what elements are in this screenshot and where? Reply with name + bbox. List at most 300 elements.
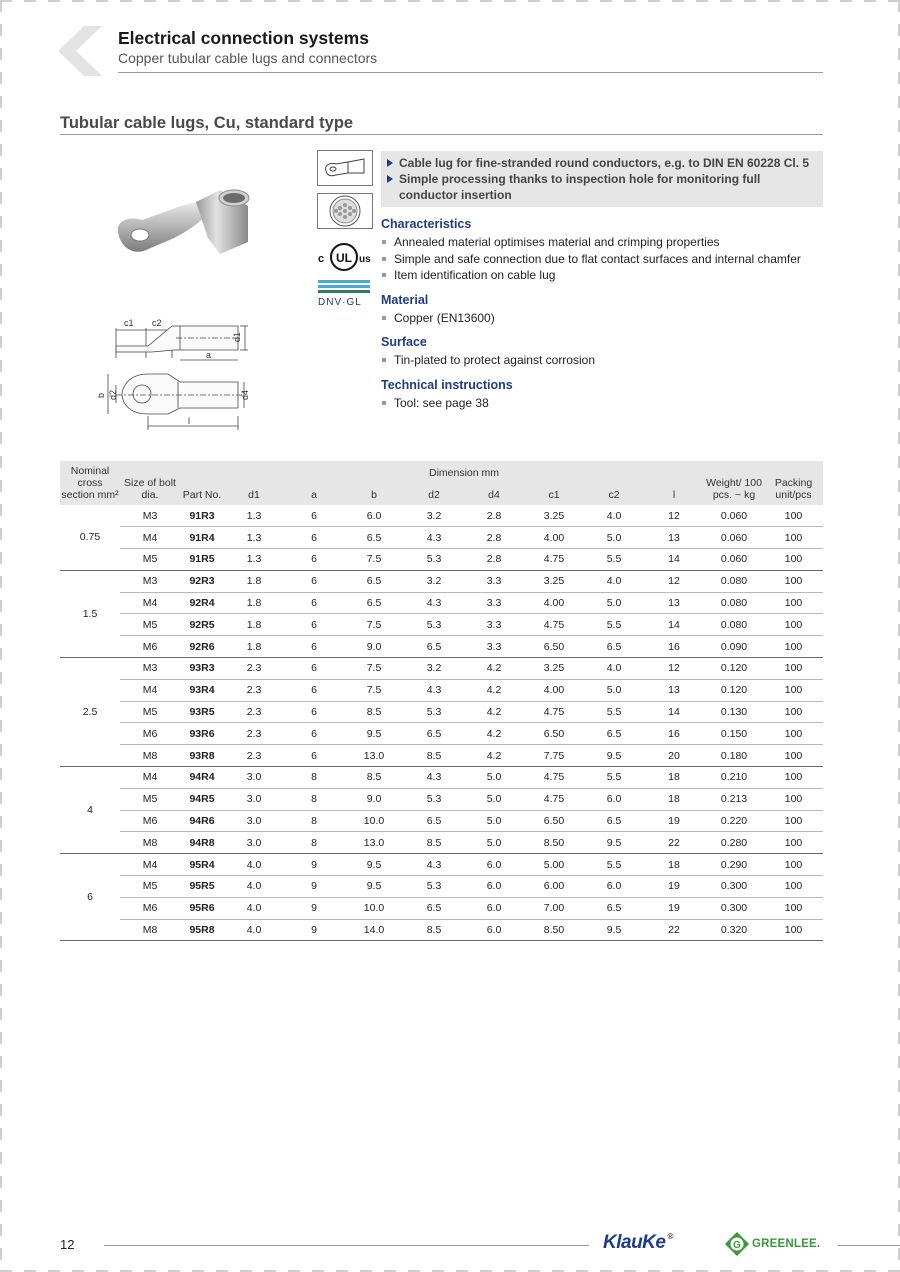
table-cell: 7.5 [344, 614, 404, 636]
table-cell: 2.3 [224, 723, 284, 745]
table-cell: 9 [284, 897, 344, 919]
part-number-cell: 92R4 [180, 592, 224, 614]
table-cell: M5 [120, 549, 180, 571]
table-cell: M3 [120, 505, 180, 527]
page-header-subtitle: Copper tubular cable lugs and connectors [118, 50, 378, 66]
table-cell: 5.00 [524, 854, 584, 876]
table-cell: 1.8 [224, 636, 284, 658]
klauke-logo-text: KlauKe [603, 1232, 666, 1253]
header-a: a [284, 485, 344, 505]
part-number-cell: 95R5 [180, 876, 224, 898]
cable-lug-photo [110, 180, 260, 270]
table-cell: 9.5 [344, 854, 404, 876]
table-cell: 19 [644, 897, 704, 919]
table-cell: 3.2 [404, 505, 464, 527]
cul-us-certification-icon [315, 241, 375, 273]
table-cell: 6 [284, 636, 344, 658]
table-row [60, 854, 823, 876]
table-cell: 9.5 [584, 832, 644, 854]
table-cell: 8 [284, 810, 344, 832]
header-packing: Packing unit/pcs [764, 461, 823, 505]
table-cell: 2.8 [464, 505, 524, 527]
table-cell: 4.75 [524, 549, 584, 571]
table-cell: 5.3 [404, 614, 464, 636]
table-cell: 14 [644, 549, 704, 571]
table-cell: 6.5 [584, 897, 644, 919]
technical-instructions-section [381, 378, 823, 412]
part-number-cell: 91R3 [180, 505, 224, 527]
table-row [60, 701, 823, 723]
table-cell: 0.090 [704, 636, 764, 658]
header-part-no: Part No. [180, 461, 224, 505]
table-cell: 7.00 [524, 897, 584, 919]
table-cell: 9 [284, 876, 344, 898]
table-cell: M4 [120, 592, 180, 614]
table-cell: 4.75 [524, 788, 584, 810]
dim-d2-label: d2 [108, 389, 118, 400]
table-cell: 9 [284, 919, 344, 941]
characteristics-heading: Characteristics [381, 217, 472, 231]
part-number-cell: 91R4 [180, 527, 224, 549]
table-cell: 8 [284, 767, 344, 789]
table-cell: 6 [284, 527, 344, 549]
table-cell: 2.8 [464, 527, 524, 549]
table-cell: 7.5 [344, 549, 404, 571]
table-cell: 100 [764, 614, 823, 636]
table-cell: 1.8 [224, 570, 284, 592]
table-cell: 0.120 [704, 679, 764, 701]
dnv-label: DNV·GL [318, 297, 362, 308]
table-cell: M6 [120, 897, 180, 919]
table-cell: 100 [764, 592, 823, 614]
table-cell: 100 [764, 679, 823, 701]
table-cell: 4.3 [404, 767, 464, 789]
table-cell: 8.5 [344, 767, 404, 789]
table-cell: 100 [764, 636, 823, 658]
part-number-cell: 95R4 [180, 854, 224, 876]
table-cell: 9.5 [344, 876, 404, 898]
table-cell: 6.50 [524, 636, 584, 658]
table-cell: 3.3 [464, 636, 524, 658]
table-cell: 8 [284, 832, 344, 854]
table-cell: 9.5 [584, 745, 644, 767]
table-cell: 0.060 [704, 527, 764, 549]
table-cell: 3.0 [224, 832, 284, 854]
header-divider [118, 72, 823, 73]
table-cell: 100 [764, 876, 823, 898]
table-cell: 6.5 [404, 810, 464, 832]
table-cell: M3 [120, 658, 180, 680]
table-cell: 100 [764, 810, 823, 832]
table-cell: M5 [120, 614, 180, 636]
table-cell: 6 [284, 658, 344, 680]
top-view-drawing [92, 368, 252, 438]
part-number-cell: 95R6 [180, 897, 224, 919]
table-cell: 18 [644, 767, 704, 789]
table-cell: 6.5 [584, 810, 644, 832]
table-cell: 6 [284, 549, 344, 571]
table-row [60, 832, 823, 854]
table-cell: 3.0 [224, 810, 284, 832]
table-row [60, 723, 823, 745]
list-item: Tool: see page 38 [381, 395, 823, 412]
table-cell: 9.0 [344, 636, 404, 658]
table-cell: 3.2 [404, 570, 464, 592]
table-cell: 4.00 [524, 592, 584, 614]
highlights-box [381, 151, 823, 207]
material-heading: Material [381, 292, 429, 307]
cross-section-cell: 1.5 [60, 570, 120, 657]
table-cell: 5.5 [584, 701, 644, 723]
table-cell: 3.0 [224, 788, 284, 810]
part-number-cell: 94R8 [180, 832, 224, 854]
table-cell: 7.5 [344, 679, 404, 701]
table-cell: 16 [644, 636, 704, 658]
table-row [60, 527, 823, 549]
table-cell: 6.0 [464, 876, 524, 898]
table-cell: 6.5 [404, 897, 464, 919]
table-cell: 3.25 [524, 658, 584, 680]
table-cell: 0.300 [704, 897, 764, 919]
table-row [60, 679, 823, 701]
table-cell: 6.0 [584, 876, 644, 898]
part-number-cell: 93R4 [180, 679, 224, 701]
table-cell: M3 [120, 570, 180, 592]
header-b: b [344, 485, 404, 505]
table-cell: M6 [120, 723, 180, 745]
table-cell: 0.213 [704, 788, 764, 810]
table-cell: 4.2 [464, 701, 524, 723]
table-row [60, 592, 823, 614]
part-number-cell: 92R6 [180, 636, 224, 658]
table-cell: 10.0 [344, 897, 404, 919]
page-header-title: Electrical connection systems [118, 28, 369, 48]
table-cell: 16 [644, 723, 704, 745]
footer-divider [104, 1245, 589, 1246]
table-cell: M4 [120, 527, 180, 549]
header-d4: d4 [464, 485, 524, 505]
table-cell: 0.120 [704, 658, 764, 680]
table-cell: 0.180 [704, 745, 764, 767]
table-cell: 1.3 [224, 549, 284, 571]
table-cell: 18 [644, 854, 704, 876]
table-cell: 1.3 [224, 527, 284, 549]
part-number-cell: 94R6 [180, 810, 224, 832]
table-cell: 9.0 [344, 788, 404, 810]
dim-l-label: l [188, 416, 190, 426]
part-number-cell: 94R4 [180, 767, 224, 789]
table-cell: 5.3 [404, 876, 464, 898]
highlight-item: Simple processing thanks to inspection hole for monitoring full conductor insertion [387, 171, 817, 203]
table-cell: 100 [764, 832, 823, 854]
table-cell: 4.0 [224, 919, 284, 941]
table-cell: 1.8 [224, 614, 284, 636]
table-row [60, 919, 823, 941]
list-item: Annealed material optimises material and crimping properties [381, 234, 823, 251]
table-row [60, 505, 823, 527]
dim-c1-label: c1 [124, 318, 134, 328]
table-cell: 100 [764, 701, 823, 723]
table-cell: 9 [284, 854, 344, 876]
ul-c-label: c [318, 253, 325, 265]
table-cell: M5 [120, 876, 180, 898]
table-cell: 3.25 [524, 570, 584, 592]
table-cell: 5.3 [404, 549, 464, 571]
table-cell: M8 [120, 745, 180, 767]
table-cell: 8.5 [344, 701, 404, 723]
table-cell: 20 [644, 745, 704, 767]
part-number-cell: 91R5 [180, 549, 224, 571]
table-cell: 2.3 [224, 745, 284, 767]
table-cell: M5 [120, 701, 180, 723]
cross-section-cell: 0.75 [60, 505, 120, 570]
table-cell: 100 [764, 527, 823, 549]
side-view-drawing [112, 316, 252, 366]
table-cell: 3.3 [464, 592, 524, 614]
table-cell: 0.060 [704, 549, 764, 571]
table-cell: M8 [120, 832, 180, 854]
table-cell: 0.300 [704, 876, 764, 898]
table-cell: 6 [284, 570, 344, 592]
table-cell: 7.75 [524, 745, 584, 767]
table-cell: 0.060 [704, 505, 764, 527]
dim-d4-label: d4 [240, 389, 250, 400]
part-number-cell: 93R6 [180, 723, 224, 745]
table-cell: 4.0 [224, 876, 284, 898]
list-item: Item identification on cable lug [381, 267, 823, 284]
table-cell: 6 [284, 592, 344, 614]
table-cell: 0.220 [704, 810, 764, 832]
table-cell: M4 [120, 679, 180, 701]
table-cell: 5.3 [404, 701, 464, 723]
table-cell: 6.50 [524, 723, 584, 745]
surface-section [381, 335, 823, 369]
table-cell: 8 [284, 788, 344, 810]
table-cell: 18 [644, 788, 704, 810]
dim-a-label: a [206, 350, 212, 360]
header-l: l [644, 485, 704, 505]
table-cell: 6 [284, 679, 344, 701]
table-cell: 100 [764, 767, 823, 789]
section-divider [60, 134, 823, 135]
section-title: Tubular cable lugs, Cu, standard type [60, 114, 354, 132]
table-cell: 5.0 [464, 832, 524, 854]
table-cell: M6 [120, 636, 180, 658]
table-cell: 1.8 [224, 592, 284, 614]
header-dimension: Dimension mm [224, 461, 704, 485]
table-cell: 0.290 [704, 854, 764, 876]
table-cell: 0.130 [704, 701, 764, 723]
highlight-item: Cable lug for fine-stranded round conductors, e.g. to DIN EN 60228 Cl. 5 [387, 155, 817, 171]
table-cell: 13 [644, 679, 704, 701]
table-cell: M5 [120, 788, 180, 810]
table-cell: 4.3 [404, 679, 464, 701]
greenlee-logo-text: GREENLEE. [752, 1238, 821, 1250]
table-cell: 19 [644, 810, 704, 832]
table-cell: 6.5 [344, 527, 404, 549]
table-cell: 5.0 [584, 679, 644, 701]
part-number-cell: 95R8 [180, 919, 224, 941]
table-row [60, 549, 823, 571]
table-cell: 6 [284, 723, 344, 745]
table-body [60, 505, 823, 941]
table-cell: 100 [764, 570, 823, 592]
table-cell: 12 [644, 505, 704, 527]
table-cell: 6.5 [344, 592, 404, 614]
table-cell: 3.0 [224, 767, 284, 789]
table-cell: 4.2 [464, 723, 524, 745]
table-cell: 100 [764, 549, 823, 571]
table-cell: 4.2 [464, 658, 524, 680]
table-cell: 22 [644, 919, 704, 941]
part-number-cell: 93R8 [180, 745, 224, 767]
part-number-cell: 94R5 [180, 788, 224, 810]
table-cell: 0.080 [704, 614, 764, 636]
table-cell: 1.3 [224, 505, 284, 527]
table-cell: 4.0 [584, 570, 644, 592]
technical-instructions-heading: Technical instructions [381, 377, 513, 392]
table-cell: 0.150 [704, 723, 764, 745]
dim-c2-label: c2 [152, 318, 162, 328]
header-c1: c1 [524, 485, 584, 505]
table-cell: 6.5 [584, 636, 644, 658]
crop-marks-left [0, 0, 2, 1272]
table-cell: M4 [120, 854, 180, 876]
table-cell: 13.0 [344, 832, 404, 854]
table-cell: 6.0 [464, 897, 524, 919]
table-cell: 5.0 [584, 527, 644, 549]
table-cell: 5.0 [584, 592, 644, 614]
table-cell: 2.3 [224, 679, 284, 701]
cross-section-cell: 4 [60, 767, 120, 854]
table-cell: 8.5 [404, 832, 464, 854]
ul-us-label: us [359, 254, 371, 265]
header-nominal-cross-section: Nominal cross section mm² [60, 461, 120, 505]
table-cell: 100 [764, 723, 823, 745]
table-cell: 8.5 [404, 745, 464, 767]
registered-mark: ® [667, 1232, 673, 1241]
dim-b-label: b [96, 392, 106, 398]
table-cell: 5.5 [584, 767, 644, 789]
cross-section-cell: 6 [60, 854, 120, 941]
back-chevron-icon [58, 26, 102, 76]
table-cell: 5.5 [584, 614, 644, 636]
table-cell: 5.3 [404, 788, 464, 810]
table-cell: 6 [284, 614, 344, 636]
table-cell: 4.3 [404, 527, 464, 549]
table-cell: 100 [764, 658, 823, 680]
table-cell: M8 [120, 919, 180, 941]
table-cell: 12 [644, 570, 704, 592]
table-cell: 4.0 [224, 897, 284, 919]
table-cell: 4.0 [584, 658, 644, 680]
table-cell: 3.3 [464, 570, 524, 592]
table-cell: 5.0 [464, 767, 524, 789]
table-cell: 9.5 [344, 723, 404, 745]
cross-section-cell: 2.5 [60, 658, 120, 767]
table-cell: 4.0 [584, 505, 644, 527]
table-cell: 0.080 [704, 592, 764, 614]
part-number-cell: 93R3 [180, 658, 224, 680]
table-cell: 14 [644, 614, 704, 636]
table-cell: 100 [764, 919, 823, 941]
table-cell: 6.0 [584, 788, 644, 810]
table-cell: 13 [644, 592, 704, 614]
cable-lug-icon [317, 150, 373, 186]
table-cell: 5.0 [464, 788, 524, 810]
table-cell: 3.25 [524, 505, 584, 527]
ul-mark-label: UL [336, 251, 352, 265]
dnv-gl-certification-icon [316, 279, 374, 309]
list-item: Tin-plated to protect against corrosion [381, 352, 823, 369]
table-cell: 4.0 [224, 854, 284, 876]
table-cell: 5.5 [584, 854, 644, 876]
table-cell: 2.8 [464, 549, 524, 571]
header-c2: c2 [584, 485, 644, 505]
fine-strand-conductor-icon [317, 193, 373, 229]
table-cell: 6 [284, 745, 344, 767]
list-item: Simple and safe connection due to flat contact surfaces and internal chamfer [381, 251, 823, 268]
table-row [60, 614, 823, 636]
table-cell: 14.0 [344, 919, 404, 941]
header-weight: Weight/ 100 pcs. ~ kg [704, 461, 764, 505]
crop-marks-top [0, 0, 900, 2]
part-number-cell: 92R3 [180, 570, 224, 592]
table-cell: 5.0 [464, 810, 524, 832]
table-cell: 2.3 [224, 658, 284, 680]
table-row [60, 570, 823, 592]
table-cell: 10.0 [344, 810, 404, 832]
header-d2: d2 [404, 485, 464, 505]
table-cell: 7.5 [344, 658, 404, 680]
table-cell: 13.0 [344, 745, 404, 767]
table-cell: 0.280 [704, 832, 764, 854]
table-cell: 6.0 [344, 505, 404, 527]
table-row [60, 810, 823, 832]
table-cell: 4.2 [464, 745, 524, 767]
product-info [381, 217, 823, 420]
klauke-logo [603, 1232, 673, 1254]
table-cell: 100 [764, 897, 823, 919]
dimensions-table [60, 461, 823, 941]
table-cell: 0.210 [704, 767, 764, 789]
table-cell: 2.3 [224, 701, 284, 723]
table-row [60, 745, 823, 767]
table-row [60, 658, 823, 680]
table-cell: 4.75 [524, 701, 584, 723]
table-cell: 8.5 [404, 919, 464, 941]
table-cell: 0.080 [704, 570, 764, 592]
table-cell: 6.0 [464, 919, 524, 941]
table-cell: 6.5 [404, 636, 464, 658]
table-cell: 3.3 [464, 614, 524, 636]
table-row [60, 897, 823, 919]
table-cell: 3.2 [404, 658, 464, 680]
table-cell: 6.5 [404, 723, 464, 745]
table-cell: 13 [644, 527, 704, 549]
table-row [60, 767, 823, 789]
table-cell: 19 [644, 876, 704, 898]
table-cell: 9.5 [584, 919, 644, 941]
table-cell: 4.2 [464, 679, 524, 701]
table-cell: 6 [284, 701, 344, 723]
table-cell: 6 [284, 505, 344, 527]
table-cell: 6.50 [524, 810, 584, 832]
table-cell: 4.75 [524, 614, 584, 636]
table-cell: 22 [644, 832, 704, 854]
part-number-cell: 93R5 [180, 701, 224, 723]
table-cell: 8.50 [524, 919, 584, 941]
